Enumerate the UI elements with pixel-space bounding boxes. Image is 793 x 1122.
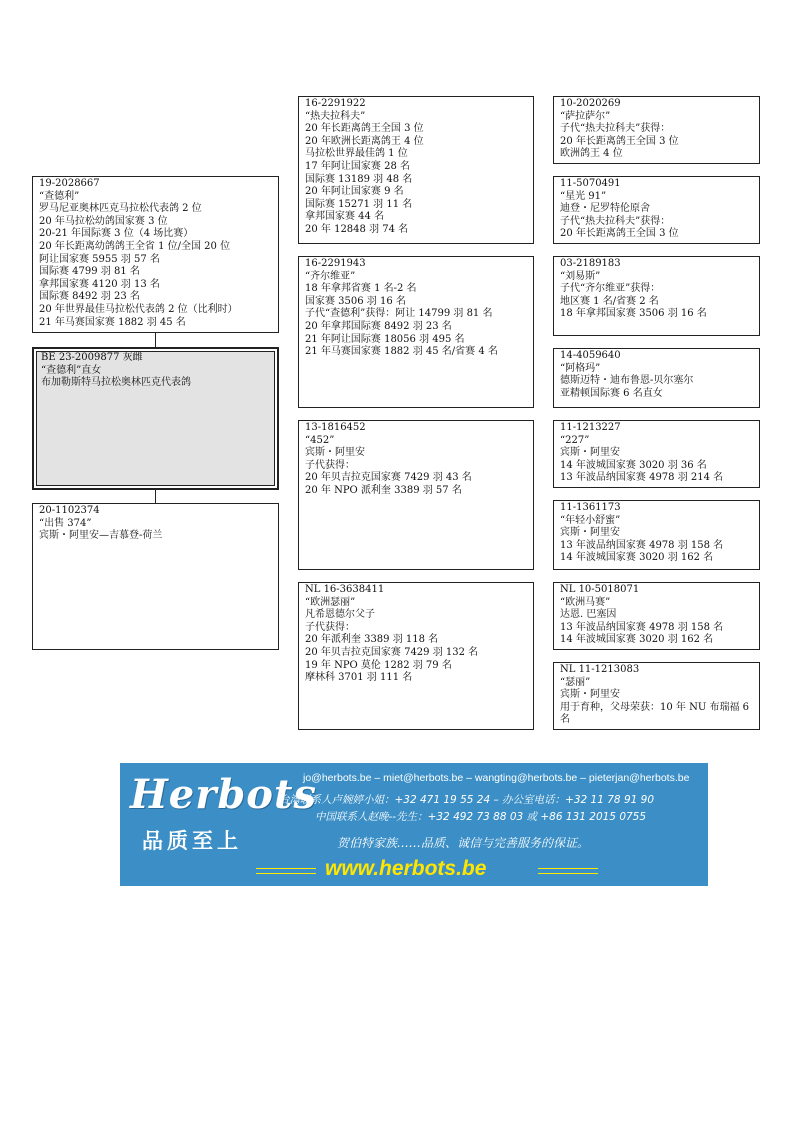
pedigree-line: 德斯迈特・迪布鲁恩-贝尔塞尔	[560, 375, 694, 387]
ring-number: 11-1361173	[560, 502, 621, 513]
ring-number: NL 16-3638411	[305, 584, 385, 595]
contact-taiwan: 台湾联系人卢婉婷小姐：+32 471 19 55 24 – 办公室电话：+32 11 78 91 90	[279, 794, 655, 806]
pedigree-line: “热夫拉科夫”	[305, 110, 366, 122]
pedigree-line: 20 年贝吉拉克国家赛 7429 羽 43 名	[305, 472, 472, 484]
pedigree-line: “瑟丽”	[560, 676, 591, 688]
pedigree-line: 凡希恩德尔父子	[305, 609, 375, 621]
pedigree-line: “227”	[560, 434, 590, 446]
pedigree-line: 国际赛 8492 羽 23 名	[39, 291, 140, 303]
pedigree-line: 20 年派利奎 3389 羽 118 名	[305, 634, 439, 646]
email-list[interactable]: jo@herbots.be – miet@herbots.be – wangting@herbots.be – pieterjan@herbots.be	[303, 772, 690, 784]
ring-number: 03-2189183	[560, 258, 621, 269]
pedigree-line: 达恩. 巴塞因	[560, 609, 617, 621]
pedigree-line: “452”	[305, 434, 335, 446]
sire-dam-dam-card	[553, 348, 760, 408]
dam-sire-dam-card	[553, 500, 760, 570]
ring-number: NL 11-1213083	[560, 664, 640, 675]
pedigree-line: 子代“热夫拉科夫”获得：	[560, 123, 671, 135]
pedigree-line: 罗马尼亚奥林匹克马拉松代表鸽 2 位	[39, 203, 202, 215]
pedigree-line: 宾斯・阿里安	[560, 447, 620, 459]
sire-dam-card	[298, 256, 534, 408]
pedigree-line: “刘易斯”	[560, 270, 601, 282]
pedigree-line: 20 年马拉松幼鸽国家赛 3 位	[39, 215, 168, 227]
connector-sire-subject	[155, 333, 156, 347]
dam-dam-card	[298, 582, 534, 730]
ring-number: 11-5070491	[560, 178, 621, 189]
pedigree-line: 21 年马赛国家赛 1882 羽 45 名/省赛 4 名	[305, 346, 498, 358]
pedigree-line: 20 年阿让国家赛 9 名	[305, 186, 404, 198]
subject-card-content	[36, 351, 275, 486]
sire-sire-card	[298, 96, 534, 244]
pedigree-line: “欧洲马赛”	[560, 596, 611, 608]
pedigree-line: 国家赛 3506 羽 16 名	[305, 295, 406, 307]
ring-number: 20-1102374	[39, 505, 100, 516]
pedigree-line: “星光 91”	[560, 190, 607, 202]
ring-number: 10-2020269	[560, 98, 621, 109]
pedigree-line: 布加勒斯特马拉松奥林匹克代表鸽	[41, 377, 191, 389]
pedigree-line: “出售 374”	[39, 517, 92, 529]
contact-china: 中国联系人赵晚--先生：+32 492 73 88 03 或 +86 131 2015 0755	[315, 811, 647, 823]
pedigree-line: 19 年 NPO 莫伦 1282 羽 79 名	[305, 659, 452, 671]
ring-number: 16-2291943	[305, 258, 366, 269]
pedigree-line: 国际赛 13189 羽 48 名	[305, 173, 413, 185]
pedigree-line: “欧洲瑟丽”	[305, 596, 356, 608]
ring-number: NL 10-5018071	[560, 584, 640, 595]
pedigree-line: 13 年波品纳国家赛 4978 羽 158 名	[560, 539, 724, 551]
pedigree-line: 阿让国家赛 5955 羽 57 名	[39, 253, 160, 265]
pedigree-line: 宾斯・阿里安—吉慕登-荷兰	[39, 530, 163, 542]
pedigree-line: 20 年 NPO 派利奎 3389 羽 57 名	[305, 484, 462, 496]
pedigree-line: “查德利”直女	[41, 364, 102, 376]
subject-card	[32, 347, 279, 490]
pedigree-line: 亚精顿国际赛 6 名直女	[560, 387, 663, 399]
pedigree-line: 国际赛 15271 羽 11 名	[305, 198, 413, 210]
ring-number: 11-1213227	[560, 422, 621, 433]
pedigree-line: “年轻小舒蜜”	[560, 514, 621, 526]
pedigree-line: “萨拉萨尔”	[560, 110, 611, 122]
pedigree-line: 20 年拿邦国际赛 8492 羽 23 名	[305, 320, 452, 332]
pedigree-line: 子代获得：	[305, 621, 355, 633]
pedigree-line: 宾斯・阿里安	[560, 689, 620, 701]
dam-sire-card	[298, 420, 534, 570]
pedigree-line: 地区赛 1 名/省赛 2 名	[560, 295, 659, 307]
sire-card	[32, 176, 279, 333]
pedigree-line: 国际赛 4799 羽 81 名	[39, 266, 140, 278]
pedigree-line: 宾斯・阿里安	[560, 527, 620, 539]
sire-sire-dam-card	[553, 176, 760, 244]
pedigree-line: 拿邦国家赛 44 名	[305, 211, 385, 223]
pedigree-line: 13 年波品纳国家赛 4978 羽 214 名	[560, 472, 724, 484]
pedigree-line: “齐尔维亚”	[305, 270, 356, 282]
dam-card	[32, 503, 279, 650]
pedigree-line: 20 年长距离鸽王全国 3 位	[560, 135, 679, 147]
tagline: 贺伯特家族……品质、诚信与完善服务的保证。	[337, 836, 590, 850]
pedigree-line: 子代“齐尔维亚”获得：	[560, 283, 661, 295]
pedigree-line: 17 年阿让国家赛 28 名	[305, 160, 410, 172]
pedigree-line: 20 年贝吉拉克国家赛 7429 羽 132 名	[305, 646, 479, 658]
pedigree-line: 子代“查德利”获得：阿让 14799 羽 81 名	[305, 308, 493, 320]
right-decoration-dashes	[538, 868, 598, 874]
dam-dam-sire-card	[553, 582, 760, 650]
pedigree-line: 14 年波城国家赛 3020 羽 36 名	[560, 459, 707, 471]
connector-subject-dam	[155, 490, 156, 503]
pedigree-line: 21 年马赛国家赛 1882 羽 45 名	[39, 316, 186, 328]
herbots-banner	[120, 763, 708, 886]
pedigree-line: 迪登・尼罗特伦原舍	[560, 203, 650, 215]
pedigree-line: 20 年长距离幼鸽鸽王全省 1 位/全国 20 位	[39, 240, 231, 252]
pedigree-line: 20 年欧洲长距离鸽王 4 位	[305, 135, 424, 147]
dam-dam-dam-card	[553, 662, 760, 730]
pedigree-line: 拿邦国家赛 4120 羽 13 名	[39, 278, 160, 290]
left-decoration-dashes	[256, 868, 316, 874]
slogan: 品质至上	[142, 829, 242, 853]
pedigree-line: 子代获得：	[305, 459, 355, 471]
pedigree-line: 21 年阿让国际赛 18056 羽 495 名	[305, 333, 465, 345]
dam-sire-sire-card	[553, 420, 760, 488]
pedigree-line: 欧洲鸽王 4 位	[560, 148, 623, 160]
pedigree-line: 20-21 年国际赛 3 位（4 场比赛）	[39, 228, 194, 240]
pedigree-line: 宾斯・阿里安	[305, 447, 365, 459]
ring-number: BE 23-2009877 灰雌	[41, 352, 143, 363]
pedigree-line: 13 年波品纳国家赛 4978 羽 158 名	[560, 621, 724, 633]
pedigree-line: 马拉松世界最佳鸽 1 位	[305, 148, 408, 160]
pedigree-line: 20 年长距离鸽王全国 3 位	[560, 228, 679, 240]
pedigree-line: 摩林科 3701 羽 111 名	[305, 672, 413, 684]
pedigree-line: 子代“热夫拉科夫”获得：	[560, 215, 671, 227]
ring-number: 16-2291922	[305, 98, 366, 109]
sire-sire-sire-card	[553, 96, 760, 164]
ring-number: 14-4059640	[560, 350, 621, 361]
ring-number: 13-1816452	[305, 422, 366, 433]
pedigree-line: 14 年波城国家赛 3020 羽 162 名	[560, 552, 714, 564]
pedigree-line: 18 年拿邦省赛 1 名-2 名	[305, 283, 417, 295]
sire-dam-sire-card	[553, 256, 760, 336]
herbots-logo: Herbots	[130, 771, 317, 818]
pedigree-line: 用于育种，父母荣获：10 年 NU 布瑞福 6 名	[560, 701, 749, 726]
pedigree-line: “查德利”	[39, 190, 80, 202]
pedigree-line: 18 年拿邦国家赛 3506 羽 16 名	[560, 308, 707, 320]
pedigree-line: 20 年世界最佳马拉松代表鸽 2 位（比利时）	[39, 303, 238, 315]
pedigree-line: 20 年 12848 羽 74 名	[305, 223, 409, 235]
pedigree-line: 20 年长距离鸽王全国 3 位	[305, 123, 424, 135]
website-link[interactable]: www.herbots.be	[325, 857, 487, 880]
pedigree-line: “阿格玛”	[560, 362, 601, 374]
ring-number: 19-2028667	[39, 178, 100, 189]
pedigree-line: 14 年波城国家赛 3020 羽 162 名	[560, 634, 714, 646]
